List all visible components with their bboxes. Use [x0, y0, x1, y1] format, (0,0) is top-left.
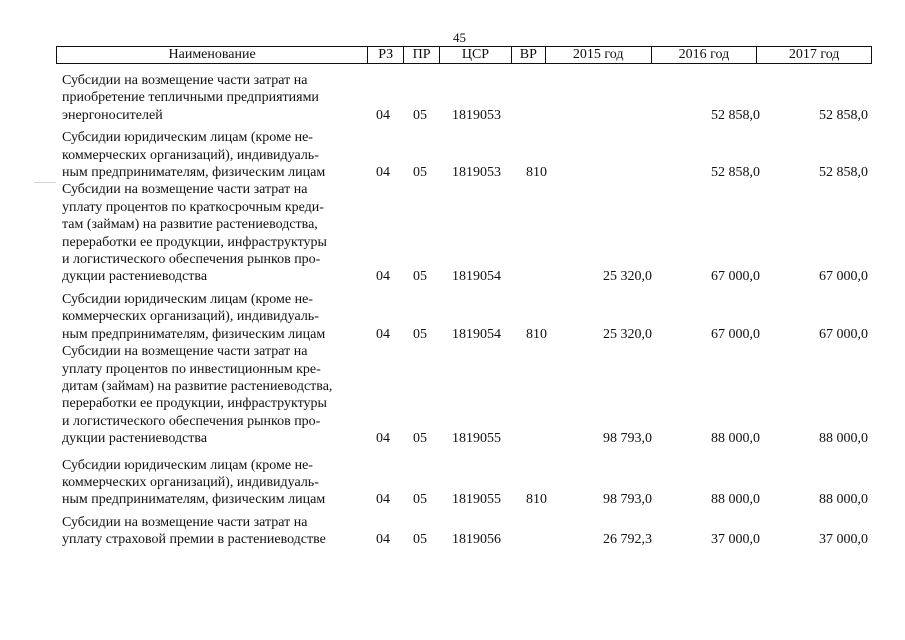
- table-row: [62, 343, 872, 447]
- column-header-pr: ПР: [404, 47, 440, 63]
- row-name: Субсидии юридическим лицам (кроме не- коммерческих организаций), индивидуаль- ным предпринимателям, физическим лицам: [62, 130, 326, 181]
- row-rz: 04: [376, 431, 390, 447]
- row-2015: 98 793,0: [603, 431, 652, 447]
- row-name: Субсидии юридическим лицам (кроме не- коммерческих организаций), индивидуаль- ным предпринимателям, физическим лицам: [62, 291, 326, 342]
- row-2016: 52 858,0: [711, 165, 760, 181]
- row-pr: 05: [413, 532, 427, 548]
- row-csr: 1819054: [452, 326, 501, 342]
- column-header-2017: 2017 год: [788, 47, 840, 62]
- row-2016: 37 000,0: [711, 532, 760, 548]
- row-vr: 810: [526, 165, 547, 181]
- row-2016: 67 000,0: [711, 326, 760, 342]
- row-vr: 810: [526, 326, 547, 342]
- row-pr: 05: [413, 165, 427, 181]
- table-row: [62, 129, 872, 181]
- row-csr: 1819053: [452, 107, 501, 123]
- row-csr: 1819055: [452, 431, 501, 447]
- row-2016: 52 858,0: [711, 107, 760, 123]
- row-2017: 52 858,0: [819, 107, 868, 123]
- row-rz: 04: [376, 107, 390, 123]
- row-2017: 52 858,0: [819, 165, 868, 181]
- row-name: Субсидии на возмещение части затрат на приобретение тепличными предприятиями энергоносителей: [62, 73, 319, 123]
- row-csr: 1819054: [452, 269, 501, 285]
- column-header-csr: ЦСР: [440, 47, 512, 63]
- page-number: 45: [453, 30, 466, 45]
- row-vr: 810: [526, 492, 547, 508]
- row-csr: 1819056: [452, 532, 501, 548]
- row-name: Субсидии на возмещение части затрат на уплату страховой премии в растениеводстве: [62, 514, 326, 548]
- row-pr: 05: [413, 107, 427, 123]
- row-pr: 05: [413, 431, 427, 447]
- row-2015: 25 320,0: [603, 269, 652, 285]
- row-2017: 88 000,0: [819, 431, 868, 447]
- column-header-rz: РЗ: [368, 47, 404, 63]
- row-rz: 04: [376, 492, 390, 508]
- row-2015: 98 793,0: [603, 492, 652, 508]
- row-rz: 04: [376, 532, 390, 548]
- column-header-2016: 2016 год: [652, 47, 758, 63]
- row-2017: 88 000,0: [819, 492, 868, 508]
- row-2016: 88 000,0: [711, 492, 760, 508]
- column-header-2015: 2015 год: [546, 47, 652, 63]
- row-pr: 05: [413, 326, 427, 342]
- row-name: Субсидии на возмещение части затрат на уплату процентов по инвестиционным кре- дитам (займам) на развитие растениеводства, переработки ее продукции, инфраструктуры и логистического обеспечения рынков про- дукции растениеводства: [62, 344, 333, 447]
- column-header-vr: ВР: [512, 47, 546, 63]
- row-2017: 67 000,0: [819, 326, 868, 342]
- row-2015: 26 792,3: [603, 532, 652, 548]
- row-2017: 67 000,0: [819, 269, 868, 285]
- row-name: Субсидии юридическим лицам (кроме не- коммерческих организаций), индивидуаль- ным предпринимателям, физическим лицам: [62, 457, 326, 508]
- row-pr: 05: [413, 269, 427, 285]
- row-name: Субсидии на возмещение части затрат на уплату процентов по краткосрочным креди- там (займам) на развитие растениеводства, переработки ее продукции, инфраструктуры и логистического обеспечения рынков про- дукции растениеводства: [62, 182, 327, 285]
- row-2016: 88 000,0: [711, 431, 760, 447]
- row-2017: 37 000,0: [819, 532, 868, 548]
- row-csr: 1819053: [452, 165, 501, 181]
- column-header-name: Наименование: [57, 47, 368, 63]
- table-row: [62, 72, 872, 124]
- table-header: [56, 46, 872, 64]
- row-pr: 05: [413, 492, 427, 508]
- table-row: [62, 514, 872, 549]
- row-2016: 67 000,0: [711, 269, 760, 285]
- row-2015: 25 320,0: [603, 326, 652, 342]
- row-rz: 04: [376, 326, 390, 342]
- row-csr: 1819055: [452, 492, 501, 508]
- row-rz: 04: [376, 269, 390, 285]
- margin-mark: [34, 182, 56, 183]
- row-rz: 04: [376, 165, 390, 181]
- table-body: [62, 72, 872, 549]
- table-row: [62, 291, 872, 343]
- table-row: [62, 457, 872, 509]
- table-row: [62, 181, 872, 285]
